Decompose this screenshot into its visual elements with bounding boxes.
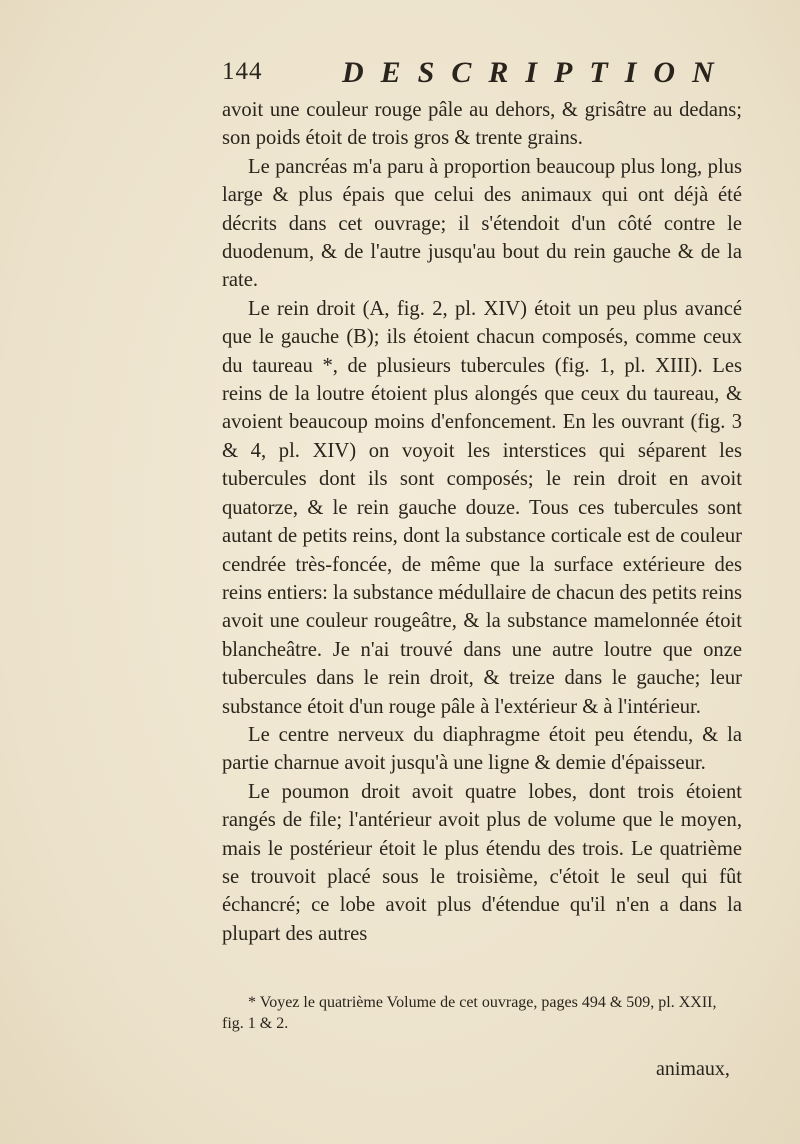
- page-header: [222, 58, 742, 98]
- paragraph-poumon: Le poumon droit avoit quatre lobes, dont trois étoient rangés de file; l'antérieur avoit plus de volume que le moyen, mais le postérieur étoit le plus étendu des trois. Le quatrième se trouvoit placé sous le troisième, c'étoit le seul qui fût échancré; ce lobe avoit plus d'étendue qu'il n'en a dans la plupart des autres: [222, 780, 742, 945]
- running-title: DESCRIPTION: [342, 56, 731, 89]
- paragraph-reins: Le rein droit (A, fig. 2, pl. XIV) étoit un peu plus avancé que le gauche (B); ils étoient chacun composés, comme ceux du taureau *, de plusieurs tubercules (fig. 1, pl. XIII). Les reins de la loutre étoient plus alongés que ceux du taureau, & avoient beaucoup moins d'enfoncement. En les ouvrant (fig. 3 & 4, pl. XIV) on voyoit les interstices qui séparent les tubercules dont ils sont composés; le rein droit en avoit quatorze, & le rein gauche douze. Tous ces tubercules sont autant de petits reins, dont la substance corticale est de couleur cendrée très-foncée, de même que la surface extérieure des reins entiers: la substance médullaire de chacun des petits reins avoit une couleur rougeâtre, & la substance mamelonnée étoit blancheâtre. Je n'ai trouvé dans une autre loutre que onze tubercules dans le rein droit, & treize dans le gauche; leur substance étoit d'un rouge pâle à l'extérieur & à l'intérieur.: [222, 297, 742, 718]
- paragraph-pancreas: Le pancréas m'a paru à proportion beaucoup plus long, plus large & plus épais que celui des animaux qui ont déjà été décrits dans cet ouvrage; il s'étendoit d'un côté contre le duodenum, & de l'autre jusqu'au bout du rein gauche & de la rate.: [222, 155, 742, 292]
- page-number: 144: [222, 58, 263, 85]
- footnote-text: * Voyez le quatrième Volume de cet ouvrage, pages 494 & 509, pl. XXII, fig. 1 & 2.: [222, 994, 717, 1032]
- paragraph-diaphragme: Le centre nerveux du diaphragme étoit peu étendu, & la partie charnue avoit jusqu'à une ligne & demie d'épaisseur.: [222, 723, 742, 775]
- body-text: [222, 96, 742, 948]
- paragraph-continuation: avoit une couleur rouge pâle au dehors, & grisâtre au dedans; son poids étoit de trois gros & trente grains.: [222, 99, 742, 150]
- footnote: [222, 992, 742, 1034]
- catchword: animaux,: [656, 1058, 730, 1080]
